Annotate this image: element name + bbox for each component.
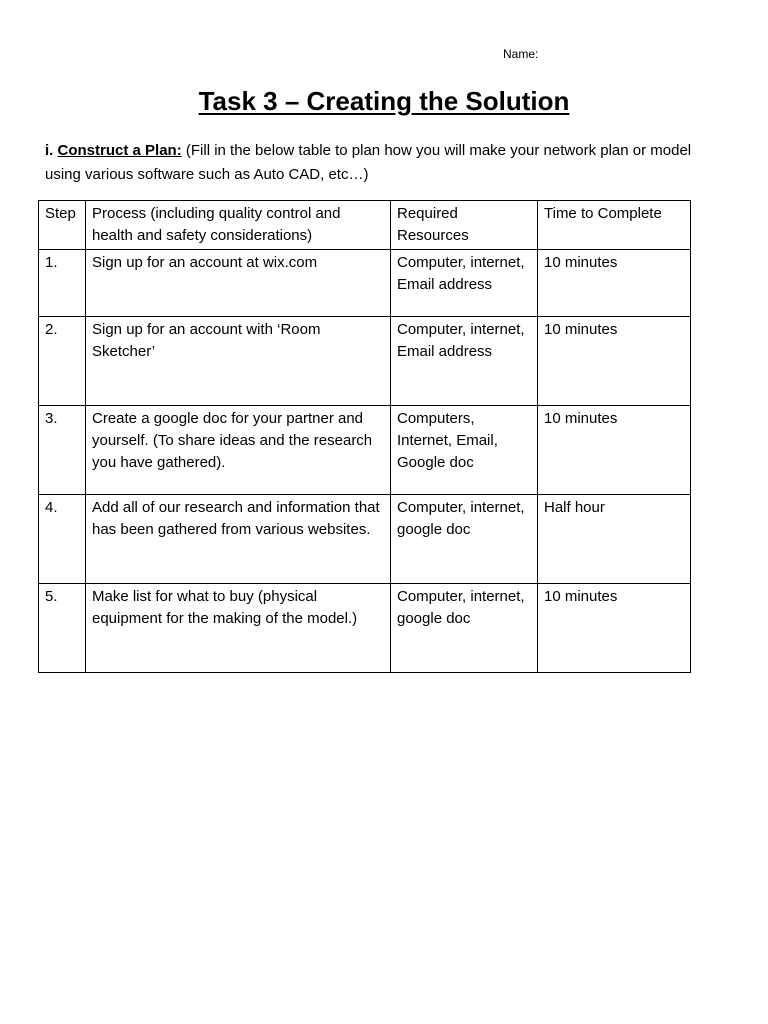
cell-resources: Computer, internet, google doc <box>391 495 538 584</box>
instructions-heading: Construct a Plan: <box>57 142 182 159</box>
column-header-time: Time to Complete <box>538 201 691 250</box>
cell-process: Sign up for an account with ‘Room Sketcher’ <box>86 317 391 406</box>
table-header-row <box>39 201 691 250</box>
cell-process: Sign up for an account at wix.com <box>86 250 391 317</box>
cell-resources: Computers, Internet, Email, Google doc <box>391 406 538 495</box>
plan-table <box>38 200 691 673</box>
cell-time: 10 minutes <box>538 584 691 673</box>
cell-time: Half hour <box>538 495 691 584</box>
instructions-prefix: i. <box>45 142 54 159</box>
column-header-step: Step <box>39 201 86 250</box>
cell-resources: Computer, internet, google doc <box>391 584 538 673</box>
page-title <box>0 83 768 119</box>
table-row <box>39 317 691 406</box>
cell-step: 2. <box>39 317 86 406</box>
table-row <box>39 406 691 495</box>
cell-resources: Computer, internet, Email address <box>391 317 538 406</box>
cell-time: 10 minutes <box>538 406 691 495</box>
table-row <box>39 495 691 584</box>
cell-step: 1. <box>39 250 86 317</box>
instructions-text: (Fill in the below table to plan how you will make your network plan or model using various software such as Auto CAD, etc…) <box>45 142 692 183</box>
column-header-process: Process (including quality control and health and safety considerations) <box>86 201 391 250</box>
instructions-paragraph <box>45 139 705 187</box>
cell-time: 10 minutes <box>538 250 691 317</box>
cell-step: 3. <box>39 406 86 495</box>
table-row <box>39 250 691 317</box>
cell-step: 5. <box>39 584 86 673</box>
cell-process: Make list for what to buy (physical equipment for the making of the model.) <box>86 584 391 673</box>
column-header-resources: Required Resources <box>391 201 538 250</box>
cell-process: Create a google doc for your partner and yourself. (To share ideas and the research you have gathered). <box>86 406 391 495</box>
cell-resources: Computer, internet, Email address <box>391 250 538 317</box>
name-label: Name: <box>503 47 539 61</box>
cell-process: Add all of our research and information that has been gathered from various websites. <box>86 495 391 584</box>
table-row <box>39 584 691 673</box>
page-title-text: Task 3 – Creating the Solution <box>198 86 570 116</box>
cell-time: 10 minutes <box>538 317 691 406</box>
cell-step: 4. <box>39 495 86 584</box>
